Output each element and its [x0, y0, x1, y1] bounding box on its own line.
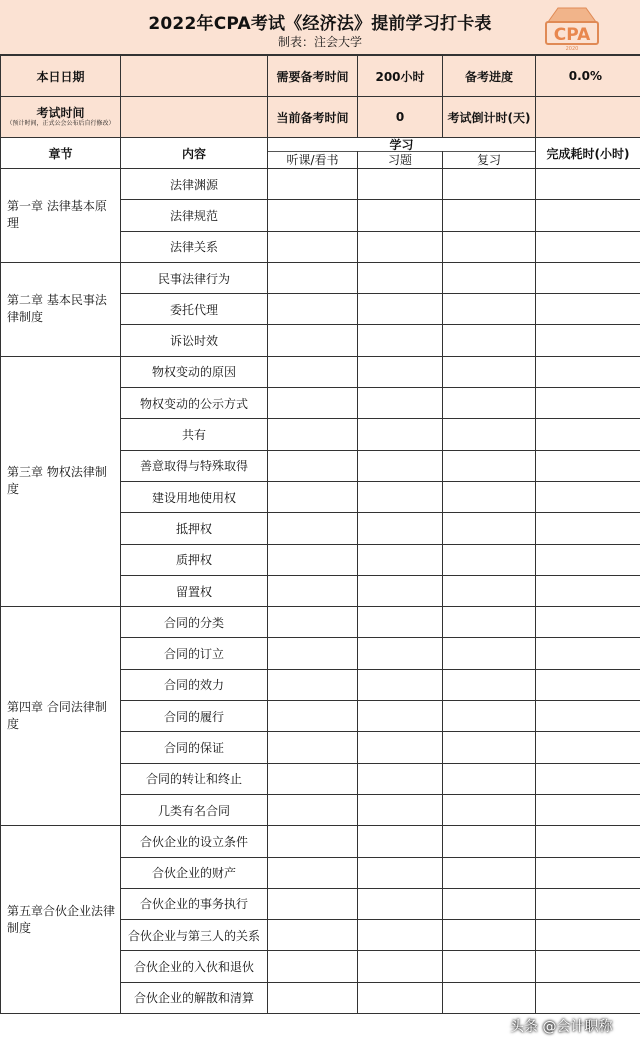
sheet-title: 2022年CPA考试《经济法》提前学习打卡表 — [148, 14, 492, 34]
exercise-cell[interactable] — [358, 920, 443, 951]
exercise-cell[interactable] — [358, 575, 443, 606]
chapter-cell: 第二章 基本民事法律制度 — [1, 262, 121, 356]
time-cell[interactable] — [536, 513, 640, 544]
time-cell[interactable] — [536, 888, 640, 919]
listen-cell[interactable] — [268, 888, 358, 919]
table-row — [1, 356, 640, 387]
review-cell[interactable] — [443, 169, 536, 200]
exercise-cell[interactable] — [358, 544, 443, 575]
table-row — [1, 607, 640, 638]
info-row-2 — [1, 97, 640, 138]
exercise-cell[interactable] — [358, 826, 443, 857]
content-cell: 法律渊源 — [121, 169, 268, 200]
listen-cell[interactable] — [268, 169, 358, 200]
content-cell: 法律规范 — [121, 200, 268, 231]
col-study: 学习 — [268, 138, 536, 152]
exercise-cell[interactable] — [358, 169, 443, 200]
listen-cell[interactable] — [268, 920, 358, 951]
info-row-1 — [1, 56, 640, 97]
listen-cell[interactable] — [268, 732, 358, 763]
time-cell[interactable] — [536, 294, 640, 325]
col-listen: 听课/看书 — [268, 152, 358, 169]
progress-value: 0.0% — [536, 56, 640, 97]
review-cell[interactable] — [443, 763, 536, 794]
content-cell: 质押权 — [121, 544, 268, 575]
listen-cell[interactable] — [268, 575, 358, 606]
time-cell[interactable] — [536, 231, 640, 262]
content-cell: 合同的履行 — [121, 701, 268, 732]
time-cell[interactable] — [536, 169, 640, 200]
review-cell[interactable] — [443, 325, 536, 356]
listen-cell[interactable] — [268, 388, 358, 419]
listen-cell[interactable] — [268, 544, 358, 575]
chapter-cell: 第三章 物权法律制度 — [1, 356, 121, 606]
time-cell[interactable] — [536, 481, 640, 512]
listen-cell[interactable] — [268, 763, 358, 794]
time-cell[interactable] — [536, 262, 640, 293]
exercise-cell[interactable] — [358, 982, 443, 1013]
review-cell[interactable] — [443, 638, 536, 669]
listen-cell[interactable] — [268, 857, 358, 888]
time-cell[interactable] — [536, 638, 640, 669]
time-cell[interactable] — [536, 325, 640, 356]
content-cell: 委托代理 — [121, 294, 268, 325]
listen-cell[interactable] — [268, 794, 358, 825]
content-cell: 诉讼时效 — [121, 325, 268, 356]
exercise-cell[interactable] — [358, 638, 443, 669]
time-cell[interactable] — [536, 356, 640, 387]
chapter-cell: 第四章 合同法律制度 — [1, 607, 121, 826]
content-cell: 合同的效力 — [121, 669, 268, 700]
listen-cell[interactable] — [268, 231, 358, 262]
time-cell[interactable] — [536, 732, 640, 763]
listen-cell[interactable] — [268, 481, 358, 512]
chapter-cell: 第一章 法律基本原理 — [1, 169, 121, 263]
time-cell[interactable] — [536, 920, 640, 951]
listen-cell[interactable] — [268, 294, 358, 325]
review-cell[interactable] — [443, 262, 536, 293]
exercise-cell[interactable] — [358, 951, 443, 982]
listen-cell[interactable] — [268, 419, 358, 450]
review-cell[interactable] — [443, 888, 536, 919]
listen-cell[interactable] — [268, 356, 358, 387]
sheet-header — [0, 0, 640, 55]
today-label: 本日日期 — [1, 56, 121, 97]
table-row — [1, 262, 640, 293]
review-cell[interactable] — [443, 951, 536, 982]
content-cell: 合伙企业的财产 — [121, 857, 268, 888]
review-cell[interactable] — [443, 544, 536, 575]
exercise-cell[interactable] — [358, 513, 443, 544]
exercise-cell[interactable] — [358, 763, 443, 794]
content-cell: 共有 — [121, 419, 268, 450]
review-cell[interactable] — [443, 513, 536, 544]
time-cell[interactable] — [536, 857, 640, 888]
col-content: 内容 — [121, 138, 268, 169]
content-cell: 建设用地使用权 — [121, 481, 268, 512]
progress-label: 备考进度 — [443, 56, 536, 97]
listen-cell[interactable] — [268, 262, 358, 293]
exercise-cell[interactable] — [358, 607, 443, 638]
review-cell[interactable] — [443, 607, 536, 638]
time-cell[interactable] — [536, 794, 640, 825]
exercise-cell[interactable] — [358, 200, 443, 231]
review-cell[interactable] — [443, 575, 536, 606]
current-time-label: 当前备考时间 — [268, 97, 358, 138]
time-cell[interactable] — [536, 607, 640, 638]
listen-cell[interactable] — [268, 701, 358, 732]
exercise-cell[interactable] — [358, 388, 443, 419]
content-cell: 合同的保证 — [121, 732, 268, 763]
time-cell[interactable] — [536, 669, 640, 700]
content-cell: 几类有名合同 — [121, 794, 268, 825]
col-time: 完成耗时(小时) — [536, 138, 640, 169]
exercise-cell[interactable] — [358, 701, 443, 732]
svg-text:CPA: CPA — [553, 25, 591, 45]
exercise-cell[interactable] — [358, 794, 443, 825]
review-cell[interactable] — [443, 294, 536, 325]
table-row — [1, 169, 640, 200]
time-cell[interactable] — [536, 982, 640, 1013]
content-cell: 法律关系 — [121, 231, 268, 262]
content-cell: 民事法律行为 — [121, 262, 268, 293]
watermark: 头条 @会计职称 — [510, 1019, 613, 1035]
listen-cell[interactable] — [268, 951, 358, 982]
needed-time-label: 需要备考时间 — [268, 56, 358, 97]
content-cell: 合伙企业的事务执行 — [121, 888, 268, 919]
content-cell: 合伙企业与第三人的关系 — [121, 920, 268, 951]
content-cell: 合同的转让和终止 — [121, 763, 268, 794]
cpa-logo — [534, 2, 610, 52]
review-cell[interactable] — [443, 732, 536, 763]
exercise-cell[interactable] — [358, 231, 443, 262]
exercise-cell[interactable] — [358, 450, 443, 481]
review-cell[interactable] — [443, 388, 536, 419]
content-cell: 合同的分类 — [121, 607, 268, 638]
content-cell: 抵押权 — [121, 513, 268, 544]
listen-cell[interactable] — [268, 638, 358, 669]
time-cell[interactable] — [536, 200, 640, 231]
exercise-cell[interactable] — [358, 356, 443, 387]
review-cell[interactable] — [443, 450, 536, 481]
col-exercise: 习题 — [358, 152, 443, 169]
exam-time-note: （预计时间，正式公会公布后自行修改） — [6, 120, 115, 127]
review-cell[interactable] — [443, 481, 536, 512]
exercise-cell[interactable] — [358, 888, 443, 919]
time-cell[interactable] — [536, 450, 640, 481]
listen-cell[interactable] — [268, 325, 358, 356]
time-cell[interactable] — [536, 419, 640, 450]
chapter-cell: 第五章合伙企业法律制度 — [1, 826, 121, 1014]
listen-cell[interactable] — [268, 982, 358, 1013]
listen-cell[interactable] — [268, 200, 358, 231]
review-cell[interactable] — [443, 982, 536, 1013]
time-cell[interactable] — [536, 388, 640, 419]
time-cell[interactable] — [536, 701, 640, 732]
review-cell[interactable] — [443, 826, 536, 857]
exercise-cell[interactable] — [358, 481, 443, 512]
needed-time-value[interactable]: 200小时 — [358, 56, 443, 97]
time-cell[interactable] — [536, 951, 640, 982]
checkin-table — [0, 55, 640, 1014]
review-cell[interactable] — [443, 920, 536, 951]
col-chapter: 章节 — [1, 138, 121, 169]
review-cell[interactable] — [443, 356, 536, 387]
review-cell[interactable] — [443, 231, 536, 262]
listen-cell[interactable] — [268, 669, 358, 700]
review-cell[interactable] — [443, 200, 536, 231]
content-cell: 合同的订立 — [121, 638, 268, 669]
review-cell[interactable] — [443, 419, 536, 450]
exercise-cell[interactable] — [358, 325, 443, 356]
exercise-cell[interactable] — [358, 732, 443, 763]
exercise-cell[interactable] — [358, 857, 443, 888]
time-cell[interactable] — [536, 763, 640, 794]
column-header-row-1 — [1, 138, 640, 152]
listen-cell[interactable] — [268, 607, 358, 638]
sheet-subtitle: 制表：注会大学 — [277, 35, 362, 49]
exercise-cell[interactable] — [358, 294, 443, 325]
content-cell: 合伙企业的解散和清算 — [121, 982, 268, 1013]
time-cell[interactable] — [536, 575, 640, 606]
content-cell: 物权变动的原因 — [121, 356, 268, 387]
time-cell[interactable] — [536, 826, 640, 857]
review-cell[interactable] — [443, 701, 536, 732]
content-cell: 物权变动的公示方式 — [121, 388, 268, 419]
review-cell[interactable] — [443, 669, 536, 700]
exercise-cell[interactable] — [358, 262, 443, 293]
content-cell: 善意取得与特殊取得 — [121, 450, 268, 481]
exam-time-cell — [1, 97, 121, 138]
countdown-value — [536, 97, 640, 138]
table-row — [1, 826, 640, 857]
col-review: 复习 — [443, 152, 536, 169]
svg-text:2020: 2020 — [565, 46, 579, 52]
exam-time-label: 考试时间 — [36, 106, 85, 120]
listen-cell[interactable] — [268, 513, 358, 544]
review-cell[interactable] — [443, 857, 536, 888]
today-value[interactable] — [121, 56, 268, 97]
content-cell: 留置权 — [121, 575, 268, 606]
review-cell[interactable] — [443, 794, 536, 825]
current-time-value: 0 — [358, 97, 443, 138]
exam-time-value[interactable] — [121, 97, 268, 138]
exercise-cell[interactable] — [358, 669, 443, 700]
listen-cell[interactable] — [268, 450, 358, 481]
content-cell: 合伙企业的入伙和退伙 — [121, 951, 268, 982]
content-cell: 合伙企业的设立条件 — [121, 826, 268, 857]
listen-cell[interactable] — [268, 826, 358, 857]
time-cell[interactable] — [536, 544, 640, 575]
exercise-cell[interactable] — [358, 419, 443, 450]
countdown-label: 考试倒计时(天) — [443, 97, 536, 138]
